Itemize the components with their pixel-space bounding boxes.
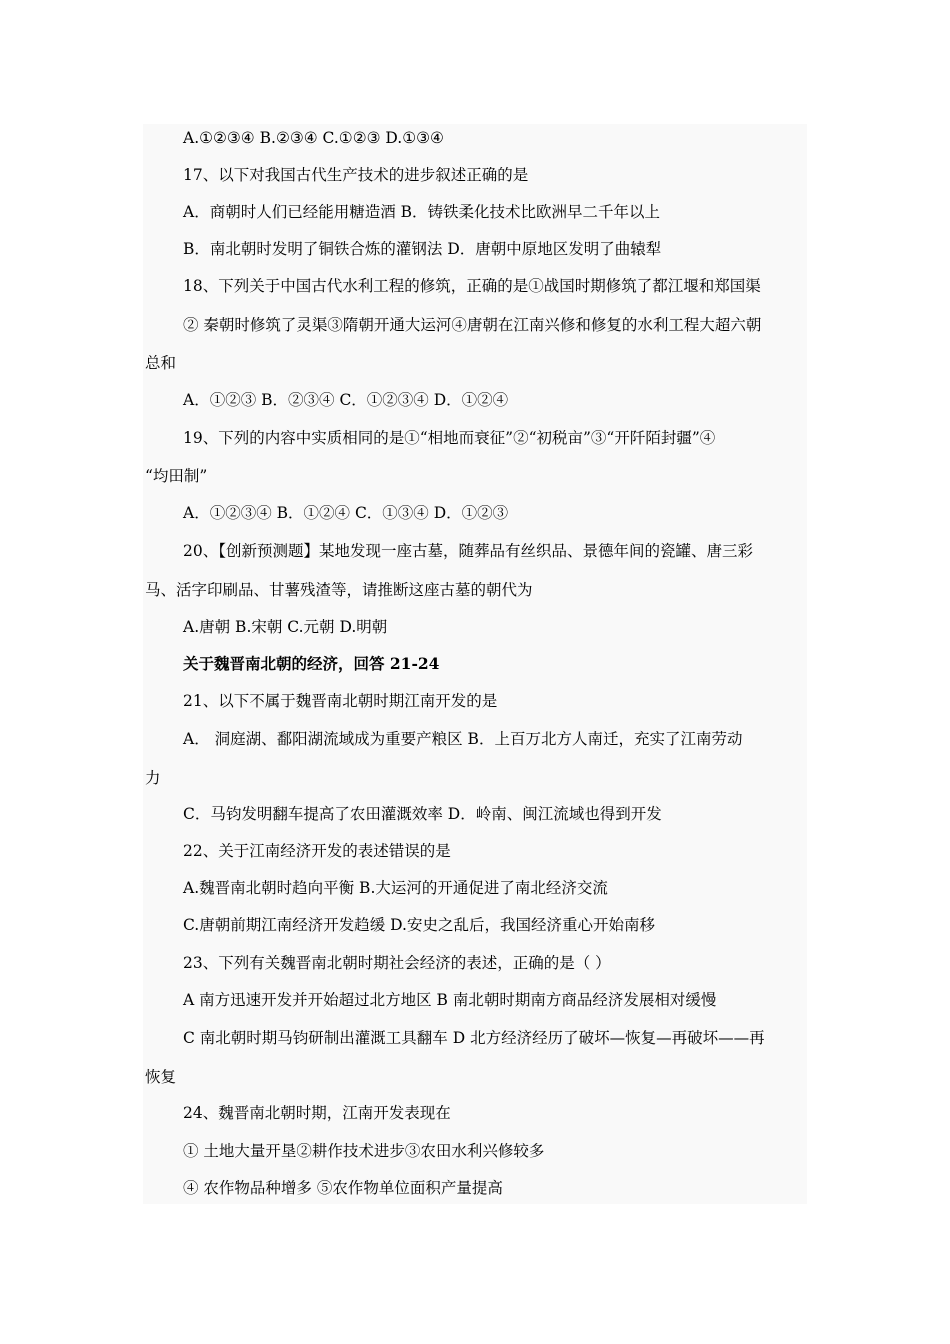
q19-stem-end: “均田制” bbox=[145, 467, 208, 485]
q24-items-1: ① 土地大量开垦②耕作技术进步③农田水利兴修较多 bbox=[183, 1142, 545, 1160]
q20-stem-cont: 马、活字印刷品、甘薯残渣等，请推断这座古墓的朝代为 bbox=[145, 581, 533, 599]
q17-stem: 17、以下对我国古代生产技术的进步叙述正确的是 bbox=[183, 166, 529, 184]
q19-options: A．①②③④ B．①②④ C．①③④ D．①②③ bbox=[183, 504, 509, 522]
q21-options-ab: A． 洞庭湖、鄱阳湖流域成为重要产粮区 B．上百万北方人南迁，充实了江南劳动 bbox=[183, 730, 743, 748]
q16-options: A.①②③④ B.②③④ C.①②③ D.①③④ bbox=[183, 129, 444, 147]
q24-stem: 24、魏晋南北朝时期，江南开发表现在 bbox=[183, 1104, 451, 1122]
q24-items-2: ④ 农作物品种增多 ⑤农作物单位面积产量提高 bbox=[183, 1179, 503, 1197]
q17-options-cd: B．南北朝时发明了铜铁合炼的灌钢法 D．唐朝中原地区发明了曲辕犁 bbox=[183, 240, 662, 258]
q18-options: A．①②③ B．②③④ C．①②③④ D．①②④ bbox=[183, 391, 509, 409]
q19-stem: 19、下列的内容中实质相同的是①“相地而衰征”②“初税亩”③“开阡陌封疆”④ bbox=[183, 429, 716, 447]
q18-stem: 18、下列关于中国古代水利工程的修筑，正确的是①战国时期修筑了都江堰和郑国渠 bbox=[183, 277, 761, 295]
q20-options: A.唐朝 B.宋朝 C.元朝 D.明朝 bbox=[183, 618, 388, 636]
q23-options-cd: C 南北朝时期马钧研制出灌溉工具翻车 D 北方经济经历了破坏—恢复—再破坏——再 bbox=[183, 1029, 765, 1047]
q21-options-cd: C．马钧发明翻车提高了农田灌溉效率 D．岭南、闽江流域也得到开发 bbox=[183, 805, 662, 823]
q18-stem-cont: ② 秦朝时修筑了灵渠③隋朝开通大运河④唐朝在江南兴修和修复的水利工程大超六朝 bbox=[183, 316, 762, 334]
q22-stem: 22、关于江南经济开发的表述错误的是 bbox=[183, 842, 451, 860]
q23-stem: 23、下列有关魏晋南北朝时期社会经济的表述，正确的是（ ） bbox=[183, 954, 611, 972]
q23-options-cd-end: 恢复 bbox=[145, 1068, 177, 1086]
section-heading: 关于魏晋南北朝的经济，回答 21-24 bbox=[183, 654, 440, 673]
q18-stem-end: 总和 bbox=[145, 354, 177, 372]
q17-options-ab: A．商朝时人们已经能用糖造酒 B．铸铁柔化技术比欧洲早二千年以上 bbox=[183, 203, 661, 221]
q20-stem: 20、【创新预测题】某地发现一座古墓，随葬品有丝织品、景德年间的瓷罐、唐三彩 bbox=[183, 542, 753, 560]
q23-options-ab: A 南方迅速开发并开始超过北方地区 B 南北朝时期南方商品经济发展相对缓慢 bbox=[183, 991, 717, 1009]
q21-options-ab-end: 力 bbox=[145, 769, 161, 787]
q21-stem: 21、以下不属于魏晋南北朝时期江南开发的是 bbox=[183, 692, 498, 710]
q22-options-cd: C.唐朝前期江南经济开发趋缓 D.安史之乱后，我国经济重心开始南移 bbox=[183, 916, 655, 934]
q22-options-ab: A.魏晋南北朝时趋向平衡 B.大运河的开通促进了南北经济交流 bbox=[183, 879, 608, 897]
